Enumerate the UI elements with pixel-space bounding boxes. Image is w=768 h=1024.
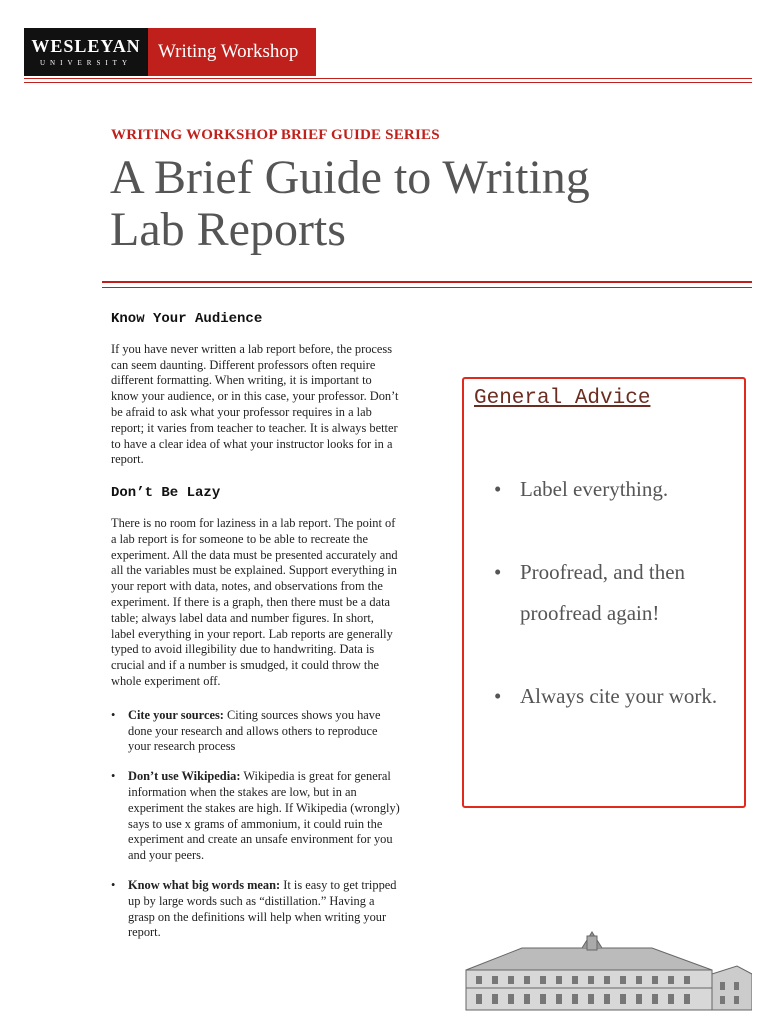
- bullet-icon: •: [111, 707, 116, 722]
- header-divider: [24, 78, 752, 86]
- tip-bold: Cite your sources:: [128, 707, 224, 722]
- tip-bold: Don’t use Wikipedia:: [128, 769, 241, 784]
- list-item: [111, 878, 401, 941]
- list-item: [111, 769, 401, 864]
- tip-text: Wikipedia is great for general information when the stakes are low, but in an experiment the stakes are high. If Wikipedia (wrongly) says to use x grams of ammonium, it could ruin the experiment and create an unsafe environment for you and your peers.: [128, 769, 400, 863]
- main-column: [111, 312, 401, 955]
- bullet-icon: •: [494, 684, 502, 708]
- logo-name: WESLEYAN: [31, 35, 141, 56]
- logo-subtitle: UNIVERSITY: [40, 58, 132, 67]
- bullet-icon: •: [494, 560, 502, 584]
- series-label: WRITING WORKSHOP BRIEF GUIDE SERIES: [111, 127, 440, 143]
- tip-text: It is easy to get tripped up by large words such as “distillation.” Having a grasp on the definitions will help when writing your report.: [128, 877, 397, 940]
- section-heading-lazy: Don’t Be Lazy: [111, 485, 221, 502]
- advice-title: General Advice: [474, 387, 651, 410]
- advice-text: Always cite your work.: [520, 684, 718, 708]
- tip-text: Citing sources shows you have done your research and allows others to reproduce your research process: [128, 707, 381, 754]
- tips-list: [111, 708, 401, 941]
- section-heading-audience: Know Your Audience: [111, 311, 263, 327]
- general-advice-box: [462, 377, 746, 808]
- workshop-label: Writing Workshop: [148, 28, 316, 76]
- page-title: [110, 152, 670, 256]
- title-line-2: Lab Reports: [110, 203, 346, 256]
- header-banner: [24, 28, 316, 76]
- advice-list: [494, 469, 744, 759]
- wesleyan-logo: [24, 28, 148, 76]
- advice-text: Proofread, and then proofread again!: [520, 560, 686, 625]
- bullet-icon: •: [494, 477, 502, 501]
- advice-text: Label everything.: [520, 477, 669, 501]
- bullet-icon: •: [111, 877, 116, 892]
- section-body-lazy: There is no room for laziness in a lab report. The point of a lab report is for someone to be able to recreate the experiment. All the data must be presented accurately and all the variables must be explained. Support everything in your report with data, notes, and observations from the experiment. If there is a graph, then there must be a data table; always label data and number figures. In short, label everything in your report. Lab reports are generally typed to avoid illegibility due to handwriting. Data is crucial and if a number is smudged, it could throw the whole experiment off.: [111, 515, 398, 688]
- list-item: [111, 708, 401, 755]
- advice-item: [494, 676, 744, 717]
- section-body-audience: If you have never written a lab report before, the process can seem daunting. Different professors often require different formatting. When writing, it is important to know your audience, or in this case, your professor. Don’t be afraid to ask what your professor requires in a lab report; it varies from teacher to teacher. It is always better to have a clear idea of what your instructor looks for in a report.: [111, 341, 399, 467]
- title-divider: [102, 281, 752, 288]
- advice-item: [494, 552, 744, 634]
- bullet-icon: •: [111, 769, 116, 784]
- advice-item: [494, 469, 744, 510]
- title-line-1: A Brief Guide to Writing: [110, 151, 590, 204]
- university-building-illustration: [462, 930, 752, 1012]
- tip-bold: Know what big words mean:: [128, 877, 281, 892]
